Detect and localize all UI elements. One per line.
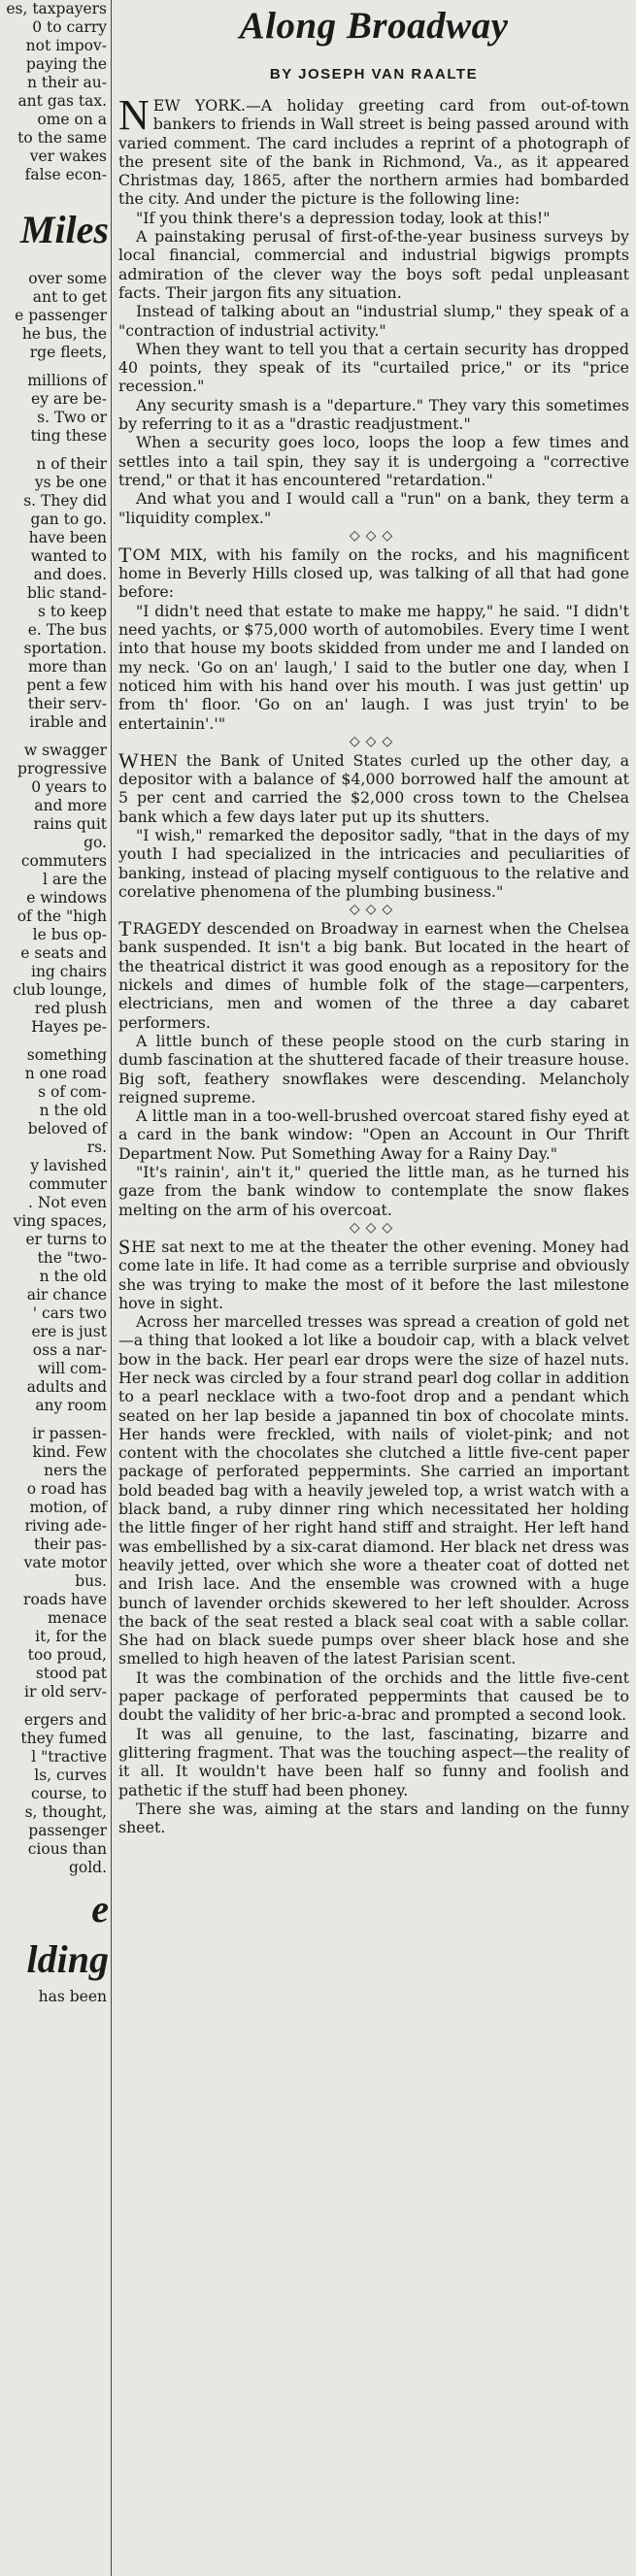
drop-cap: W: [118, 747, 139, 773]
adjacent-text-line: ome on a: [37, 111, 107, 128]
drop-cap: S: [118, 1234, 131, 1259]
section-lead: [118, 916, 629, 1032]
adjacent-text-line: o road has: [26, 1480, 107, 1498]
adjacent-text-line: ver wakes: [29, 148, 107, 165]
article-byline: BY JOSEPH VAN RAALTE: [269, 66, 479, 83]
adjacent-column-top-text: [0, 0, 109, 184]
adjacent-text-line: irable and: [29, 713, 107, 731]
adjacent-text-line: roads have: [23, 1591, 107, 1608]
adjacent-text-line: [0, 1037, 109, 1046]
adjacent-text-line: motion, of: [29, 1499, 107, 1516]
drop-cap: T: [118, 542, 132, 567]
article-section-4: [118, 916, 629, 1219]
adjacent-text-line: ' cars two: [32, 1305, 107, 1322]
adjacent-text-line: more than: [28, 658, 107, 676]
adjacent-text-line: ergers and: [23, 1711, 107, 1729]
adjacent-text-line: ing chairs: [30, 963, 107, 980]
adjacent-text-line: of the "high: [17, 908, 107, 925]
article-paragraph: It was all genuine, to the last, fascinating, bizarre and glittering fragment. That was the touching aspect—the reality of it all. It wouldn't have been half so funny and foolish and pathetic if the stuff had been phoney.: [118, 1724, 629, 1800]
adjacent-text-line: paying the: [25, 55, 107, 73]
adjacent-text-line: Hayes pe-: [31, 1018, 107, 1036]
adjacent-text-line: e passenger: [15, 307, 107, 324]
section-divider: ◇◇◇: [349, 733, 399, 749]
adjacent-text-line: ting these: [30, 427, 107, 445]
adjacent-text-line: something: [26, 1046, 107, 1064]
article-section-5: [118, 1234, 629, 1837]
adjacent-text-line: the "two-: [37, 1249, 107, 1267]
adjacent-text-line: progressive: [17, 760, 107, 777]
section-divider: ◇◇◇: [349, 1219, 399, 1236]
adjacent-text-line: to the same: [17, 129, 107, 147]
adjacent-text-line: false econ-: [24, 166, 107, 183]
section-paragraphs: [118, 209, 629, 527]
adjacent-text-line: ving spaces,: [13, 1212, 107, 1230]
article-paragraph: "It's rainin', ain't it," queried the little man, as he turned his gaze from the bank window to contemplate the snow flakes melting on the arm of his overcoat.: [118, 1163, 629, 1219]
section-lead-text: HE sat next to me at the theater the other evening. Money had come late in life. It had come as a terrible surprise and obviously she was trying to make the most of it before the last milestone hove in sight.: [118, 1237, 629, 1312]
column-rule: [111, 0, 112, 2576]
article-paragraph: "I wish," remarked the depositor sadly, "that in the days of my youth I had specialized in the intricacies and peculiarities of banking, instead of placing myself contiguous to the relative and corelative phenomena of the plumbing business.": [118, 825, 629, 901]
article-paragraph: "I didn't need that estate to make me happy," he said. "I didn't need yachts, or $75,000 worth of automobiles. Every time I went into that house my boots skidded from under me and I landed on my neck. 'Go on an' laugh,' I said to the butler one day, when I noticed him with his hand over his mouth. I was just gettin' up from th' floor. 'Go on an' laugh. I was just tryin' to be entertainin'.'": [118, 601, 629, 733]
adjacent-text-line: over some: [28, 270, 107, 287]
adjacent-text-line: 0 to carry: [32, 18, 107, 36]
section-lead: [118, 91, 629, 209]
adjacent-text-line: s to keep: [37, 603, 107, 620]
adjacent-text-line: vate motor: [23, 1554, 107, 1571]
adjacent-text-line: n their au-: [26, 74, 107, 91]
adjacent-text-line: bus.: [75, 1572, 107, 1590]
adjacent-text-line: any room: [35, 1397, 107, 1414]
adjacent-column-middle-text: [0, 270, 109, 1877]
adjacent-text-line: [0, 446, 109, 455]
article-body: [118, 91, 629, 1837]
adjacent-text-line: kind. Few: [32, 1443, 107, 1461]
adjacent-text-line: gan to go.: [30, 511, 107, 528]
adjacent-text-line: go.: [84, 834, 107, 851]
adjacent-text-line: have been: [28, 529, 107, 546]
adjacent-text-line: air chance: [26, 1286, 107, 1304]
adjacent-headline: Miles: [19, 208, 109, 251]
adjacent-text-line: passenger: [28, 1822, 107, 1839]
article-column: [118, 0, 629, 1836]
adjacent-text-line: es, taxpayers: [6, 0, 107, 17]
adjacent-text-line: commuter: [28, 1175, 107, 1193]
adjacent-text-line: e seats and: [20, 944, 107, 962]
adjacent-text-line: blic stand-: [26, 584, 107, 602]
article-section-2: [118, 542, 629, 733]
article-paragraph: Any security smash is a "departure." They vary this sometimes by referring to it as a "drastic readjustment.": [118, 395, 629, 434]
article-paragraph: It was the combination of the orchids and the little five-cent paper package of perforated peppermints that caused be to doubt the validity of her bric-a-brac and prompted a second look.: [118, 1668, 629, 1725]
adjacent-text-line: s, thought,: [24, 1803, 107, 1821]
adjacent-text-line: rs.: [86, 1139, 107, 1156]
section-divider: ◇◇◇: [349, 902, 399, 918]
adjacent-text-line: . Not even: [28, 1194, 107, 1211]
section-paragraphs: [118, 602, 629, 733]
article-paragraph: "If you think there's a depression today, look at this!": [136, 208, 551, 227]
article-paragraph: There she was, aiming at the stars and landing on the funny sheet.: [118, 1799, 629, 1837]
adjacent-text-line: club lounge,: [13, 981, 107, 999]
adjacent-text-line: ey are be-: [31, 390, 107, 408]
adjacent-text-line: er turns to: [25, 1231, 107, 1248]
adjacent-text-line: commuters: [20, 852, 107, 870]
adjacent-text-line: adults and: [26, 1378, 107, 1396]
adjacent-text-line: n one road: [24, 1065, 107, 1082]
article-paragraph: A little man in a too-well-brushed overcoat stared fishy eyed at a card in the bank window: "Open an Account in Our Thrift Department Now. Put Something Away for a Rainy Day.": [118, 1106, 629, 1163]
section-lead: [118, 747, 629, 826]
adjacent-text-line: rains quit: [33, 815, 107, 833]
article-paragraph: A little bunch of these people stood on the curb staring in dumb fascination at the shuttered facade of their treasure house. Big soft, feathery snowflakes were descending. Melancholy reigned supreme.: [118, 1031, 629, 1106]
section-paragraphs: [118, 826, 629, 901]
adjacent-text-line: will com-: [37, 1360, 107, 1377]
article-paragraph: Instead of talking about an "industrial slump," they speak of a "contraction of industrial activity.": [118, 302, 629, 340]
adjacent-text-line: ir old serv-: [24, 1683, 107, 1701]
adjacent-text-line: not impov-: [25, 37, 107, 54]
adjacent-text-line: ls, curves: [34, 1767, 107, 1784]
adjacent-text-line: too proud,: [27, 1646, 107, 1664]
adjacent-text-line: e windows: [26, 889, 107, 907]
article-paragraph: When a security goes loco, loops the loop a few times and settles into a tail spin, they say it is undergoing a "corrective trend," or that it has encountered "retardation.": [118, 433, 629, 489]
adjacent-text-line: course, to: [31, 1785, 107, 1802]
adjacent-text-line: it, for the: [35, 1628, 107, 1645]
adjacent-text-line: red plush: [34, 1000, 107, 1017]
drop-cap: N: [118, 91, 150, 139]
section-lead: [118, 542, 629, 602]
article-paragraph: And what you and I would call a "run" on a bank, they term a "liquidity complex.": [118, 489, 629, 527]
adjacent-text-line: their pas-: [33, 1536, 107, 1553]
adjacent-text-line: stood pat: [35, 1665, 107, 1682]
adjacent-text-line: w swagger: [23, 742, 107, 759]
adjacent-text-line: s. Two or: [37, 409, 107, 426]
adjacent-text-line: pent a few: [26, 677, 107, 694]
adjacent-text-line: n of their: [36, 455, 107, 473]
adjacent-text-line: le bus op-: [32, 926, 107, 943]
article-paragraph: When they want to tell you that a certain security has dropped 40 points, they speak of its "curtailed price," or its "price recession.": [118, 339, 629, 396]
adjacent-text-line: [0, 732, 109, 742]
adjacent-column-bottom-text: [0, 1988, 109, 2006]
adjacent-text-line: they fumed: [20, 1730, 107, 1747]
adjacent-text-line: ant gas tax.: [17, 92, 107, 110]
adjacent-text-line: [0, 362, 109, 372]
adjacent-text-line: millions of: [27, 372, 107, 389]
adjacent-text-line: ere is just: [31, 1323, 107, 1340]
adjacent-text-line: he bus, the: [21, 325, 107, 343]
section-lead-text: RAGEDY descended on Broadway in earnest when the Chelsea bank suspended. It isn't a big bank. But located in the heart of the theatrical district it was good enough as a repository for the nickels and dimes of humble folk of the stage—carpenters, electricians, men and women of the three a day cabaret performers.: [118, 919, 629, 1032]
adjacent-text-line: beloved of: [27, 1120, 107, 1138]
adjacent-text-line: s. They did: [23, 492, 107, 510]
adjacent-text-line: l "tractive: [31, 1748, 107, 1766]
adjacent-text-line: 0 years to: [31, 778, 107, 796]
adjacent-text-line: their serv-: [27, 695, 107, 712]
section-lead-text: HEN the Bank of United States curled up the other day, a depositor with a balance of $4,000 borrowed half the amount at 5 per cent and carried the $2,000 cross town to the Chelsea bank which a few days later put up its shutters.: [118, 750, 629, 826]
article-section-3: [118, 747, 629, 901]
adjacent-text-line: ys be one: [34, 474, 107, 491]
adjacent-text-line: y lavished: [30, 1157, 107, 1174]
section-lead-text: OM MIX, with his family on the rocks, and his magnificent home in Beverly Hills closed up, was talking of all that had gone before:: [118, 545, 629, 602]
article-paragraph: Across her marcelled tresses was spread a creation of gold net—a thing that looked a lot like a boudoir cap, with a black velvet bow in the back. Her pearl ear drops were the size of hazel nuts. Her neck was circled by a four strand pearl dog collar in addition to a pearl necklace with a two-foot drop and a pendant which seated on her lap beside a japanned tin box of chocolate mints. Her hands were freckled, with nails of violet-pink; and not content with the chocolates she clutched a little five-cent paper package of perforated peppermints. She carried an important bold beaded bag with a heavily jeweled top, a wrist watch with a black band, a ruby dinner ring which necessitated her holding the little finger of her right hand stiff and straight. Her left hand was embellished by a six-carat diamond. Her black net dress was heavily jetted, over which she wore a theater coat of dotted net and Irish lace. And the ensemble was crowned with a huge bunch of lavender orchids skewered to her left shoulder. Across the back of the seat rested a black seal coat with a sable collar. She had on black suede pumps over sheer black hose and she smelled to high heaven of the latest Parisian scent.: [118, 1312, 629, 1668]
adjacent-text-line: ners the: [44, 1462, 107, 1479]
adjacent-column: [0, 0, 109, 2576]
adjacent-headline-2b: lding: [26, 1937, 109, 1981]
adjacent-text-line: wanted to: [30, 547, 107, 565]
adjacent-text-line: and does.: [33, 566, 107, 583]
article-paragraph: A painstaking perusal of first-of-the-year business surveys by local financial, commercial and industrial bigwigs prompts admiration of the clever way the boys soft pedal unpleasant facts. Their jargon fits any situation.: [118, 227, 629, 302]
adjacent-text-line: ir passen-: [32, 1425, 107, 1442]
adjacent-text-line: e. The bus: [27, 621, 107, 639]
adjacent-text-line: menace: [48, 1609, 107, 1627]
adjacent-text-line: and more: [34, 797, 107, 814]
adjacent-text-line: has been: [38, 1988, 107, 2005]
adjacent-text-line: l are the: [42, 871, 107, 888]
section-paragraphs: [118, 1032, 629, 1219]
adjacent-headline-2a: e: [91, 1887, 109, 1931]
section-divider: ◇◇◇: [349, 527, 399, 544]
adjacent-text-line: cious than: [27, 1840, 107, 1858]
adjacent-text-line: [0, 1701, 109, 1711]
article-section-1: [118, 91, 629, 527]
adjacent-text-line: n the old: [39, 1268, 107, 1285]
adjacent-text-line: rge fleets,: [29, 344, 107, 361]
article-headline: Along Broadway: [239, 5, 509, 47]
adjacent-text-line: ant to get: [32, 288, 107, 306]
section-lead-text: EW YORK.—A holiday greeting card from out-of-town bankers to friends in Wall street is being passed around with varied comment. The card includes a reprint of a photograph of the present site of the bank in Richmond, Va., as it appeared Christmas day, 1865, after the northern armies had bombarded the city. And under the picture is the following line:: [118, 96, 629, 209]
adjacent-text-line: riving ade-: [24, 1517, 107, 1535]
adjacent-text-line: n the old: [39, 1102, 107, 1119]
adjacent-text-line: [0, 1415, 109, 1425]
adjacent-text-line: oss a nar-: [32, 1341, 107, 1359]
adjacent-text-line: sportation.: [23, 640, 107, 657]
adjacent-text-line: s of com-: [38, 1083, 107, 1101]
section-paragraphs: [118, 1312, 629, 1836]
section-lead: [118, 1234, 629, 1312]
drop-cap: T: [118, 916, 132, 941]
adjacent-text-line: gold.: [68, 1859, 107, 1876]
